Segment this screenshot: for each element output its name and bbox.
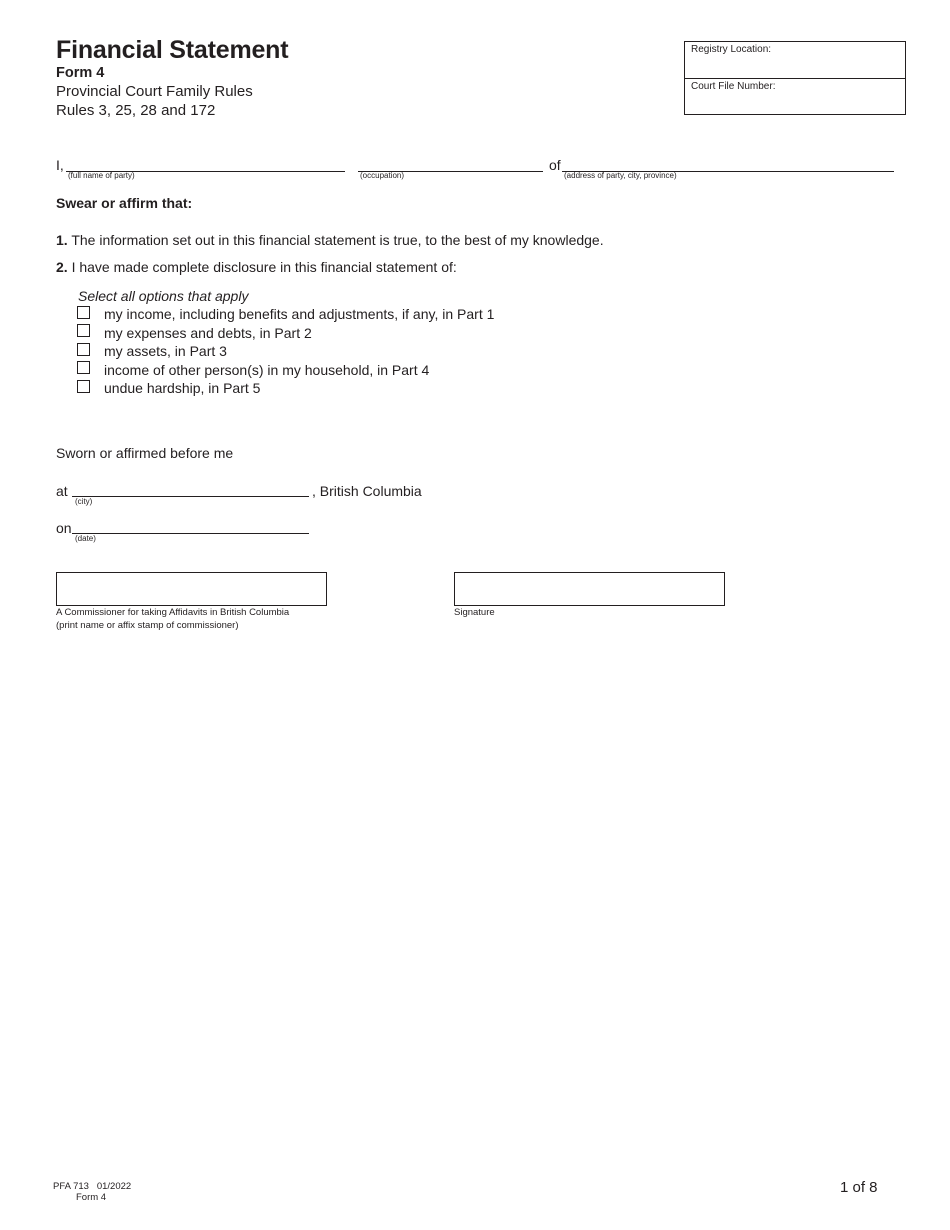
rules-title: Provincial Court Family Rules (56, 83, 253, 100)
option-checkbox-undue-hardship[interactable] (77, 380, 90, 393)
page-indicator: 1 of 8 (840, 1179, 878, 1196)
city-field[interactable] (72, 496, 309, 497)
option-label-household-income: income of other person(s) in my household, in Part 4 (104, 362, 430, 378)
sworn-heading: Sworn or affirmed before me (56, 445, 234, 461)
statement-2 (56, 259, 457, 275)
footer-form-code: PFA 713 01/2022 (53, 1181, 132, 1192)
option-label-income: my income, including benefits and adjustments, if any, in Part 1 (104, 306, 495, 322)
of-label: of (549, 157, 561, 173)
option-checkbox-assets[interactable] (77, 343, 90, 356)
city-caption: (city) (75, 497, 93, 506)
party-prefix: I, (56, 157, 64, 173)
option-checkbox-income[interactable] (77, 306, 90, 319)
commissioner-caption (56, 606, 289, 632)
options-instruction: Select all options that apply (78, 288, 249, 304)
court-file-number-label: Court File Number: (691, 81, 776, 92)
rules-numbers: Rules 3, 25, 28 and 172 (56, 102, 216, 119)
signature-box[interactable] (454, 572, 725, 606)
option-checkbox-expenses[interactable] (77, 324, 90, 337)
option-label-assets: my assets, in Part 3 (104, 343, 227, 359)
registry-location-label: Registry Location: (691, 44, 772, 55)
statement-number: 1. (56, 232, 68, 248)
signature-label: Signature (454, 607, 495, 618)
statement-1 (56, 232, 604, 248)
statement-text: The information set out in this financial statement is true, to the best of my knowledge. (71, 232, 604, 248)
statement-number: 2. (56, 259, 68, 275)
registry-location-field[interactable] (685, 42, 905, 79)
date-caption: (date) (75, 534, 96, 543)
on-label: on (56, 520, 72, 536)
option-checkbox-household-income[interactable] (77, 361, 90, 374)
option-label-undue-hardship: undue hardship, in Part 5 (104, 380, 261, 396)
form-title: Financial Statement (56, 36, 289, 64)
form-number: Form 4 (56, 65, 105, 81)
commissioner-caption-line2: (print name or affix stamp of commissioner) (56, 620, 239, 631)
court-file-number-field[interactable] (685, 79, 905, 116)
oath-heading: Swear or affirm that: (56, 195, 193, 211)
full-name-caption: (full name of party) (68, 171, 135, 180)
registry-box (684, 41, 906, 115)
commissioner-caption-line1: A Commissioner for taking Affidavits in British Columbia (56, 607, 290, 618)
at-label: at (56, 483, 68, 499)
option-label-expenses: my expenses and debts, in Part 2 (104, 325, 312, 341)
footer-form-name: Form 4 (76, 1192, 107, 1203)
date-field[interactable] (72, 533, 309, 534)
commissioner-box[interactable] (56, 572, 327, 606)
province-suffix: , British Columbia (312, 483, 422, 499)
address-caption: (address of party, city, province) (564, 171, 677, 180)
occupation-caption: (occupation) (360, 171, 405, 180)
statement-text: I have made complete disclosure in this financial statement of: (71, 259, 457, 275)
